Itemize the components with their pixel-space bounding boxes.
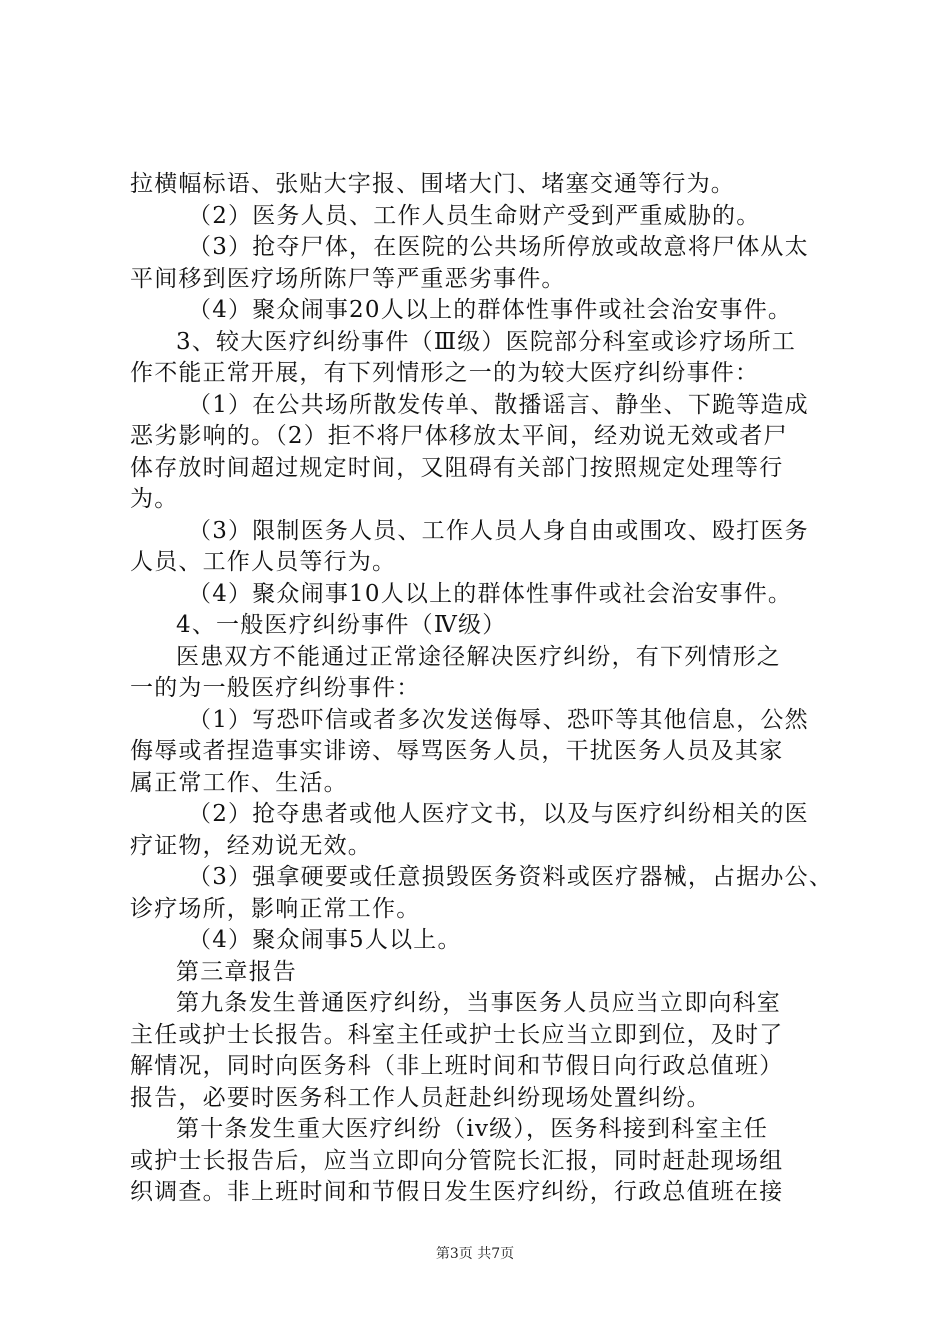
- text-line: 恶劣影响的。（2）拒不将尸体移放太平间，经劝说无效或者尸: [130, 423, 788, 449]
- text-line: （3）强拿硬要或任意损毁医务资料或医疗器械，占据办公、: [188, 864, 834, 890]
- page-footer: [0, 1244, 950, 1264]
- text-line: 为。: [130, 486, 179, 512]
- text-line: 4、一般医疗纠纷事件（Ⅳ级）: [176, 612, 507, 638]
- text-line: （1）写恐吓信或者多次发送侮辱、恐吓等其他信息，公然: [188, 706, 809, 733]
- text-line: （4）聚众闹事5人以上。: [188, 927, 462, 953]
- text-line: 诊疗场所，影响正常工作。: [130, 895, 421, 922]
- text-line: 织调查。非上班时间和节假日发生医疗纠纷，行政总值班在接: [130, 1179, 784, 1205]
- text-line: 第九条发生普通医疗纠纷，当事医务人员应当立即向科室: [176, 990, 781, 1016]
- text-line: 人员、工作人员等行为。: [130, 549, 397, 575]
- text-line: 平间移到医疗场所陈尸等严重恶劣事件。: [130, 265, 566, 292]
- text-line: （4）聚众闹事10人以上的群体性事件或社会治安事件。: [188, 580, 793, 607]
- text-line: 侮辱或者捏造事实诽谤、辱骂医务人员，干扰医务人员及其家: [130, 738, 784, 764]
- text-line: 或护士长报告后，应当立即向分管院长汇报，同时赶赴现场组: [130, 1147, 784, 1174]
- text-line: 3、较大医疗纠纷事件（Ⅲ级）医院部分科室或诊疗场所工: [176, 328, 797, 355]
- text-line: 作不能正常开展，有下列情形之一的为较大医疗纠纷事件：: [130, 360, 760, 386]
- text-line: 属正常工作、生活。: [130, 769, 348, 796]
- text-line: （2）抢夺患者或他人医疗文书，以及与医疗纠纷相关的医: [188, 801, 809, 827]
- text-line: 体存放时间超过规定时间，又阻碍有关部门按照规定处理等行: [130, 454, 784, 481]
- page-number-label: 第3页 共7页: [435, 1246, 515, 1262]
- text-line: 拉横幅标语、张贴大字报、围堵大门、堵塞交通等行为。: [130, 171, 735, 197]
- chapter-heading: 第三章报告: [176, 958, 297, 985]
- text-line: 报告，必要时医务科工作人员赶赴纠纷现场处置纠纷。: [130, 1084, 711, 1111]
- text-line: （4）聚众闹事20人以上的群体性事件或社会治安事件。: [188, 297, 793, 323]
- text-line: 医患双方不能通过正常途径解决医疗纠纷，有下列情形之: [176, 643, 781, 670]
- text-line: （3）限制医务人员、工作人员人身自由或围攻、殴打医务: [188, 517, 809, 544]
- text-line: （3）抢夺尸体，在医院的公共场所停放或故意将尸体从太: [188, 234, 809, 260]
- text-line: （1）在公共场所散发传单、散播谣言、静坐、下跪等造成: [188, 391, 809, 418]
- text-line: 疗证物，经劝说无效。: [130, 832, 372, 859]
- text-line: 第十条发生重大医疗纠纷（iv级），医务科接到科室主任: [176, 1116, 769, 1142]
- text-line: 主任或护士长报告。科室主任或护士长应当立即到位，及时了: [130, 1021, 784, 1048]
- text-line: 一的为一般医疗纠纷事件：: [130, 675, 421, 701]
- text-line: （2）医务人员、工作人员生命财产受到严重威胁的。: [188, 202, 761, 229]
- text-line: 解情况，同时向医务科（非上班时间和节假日向行政总值班）: [130, 1053, 784, 1079]
- document-body: [130, 169, 834, 1209]
